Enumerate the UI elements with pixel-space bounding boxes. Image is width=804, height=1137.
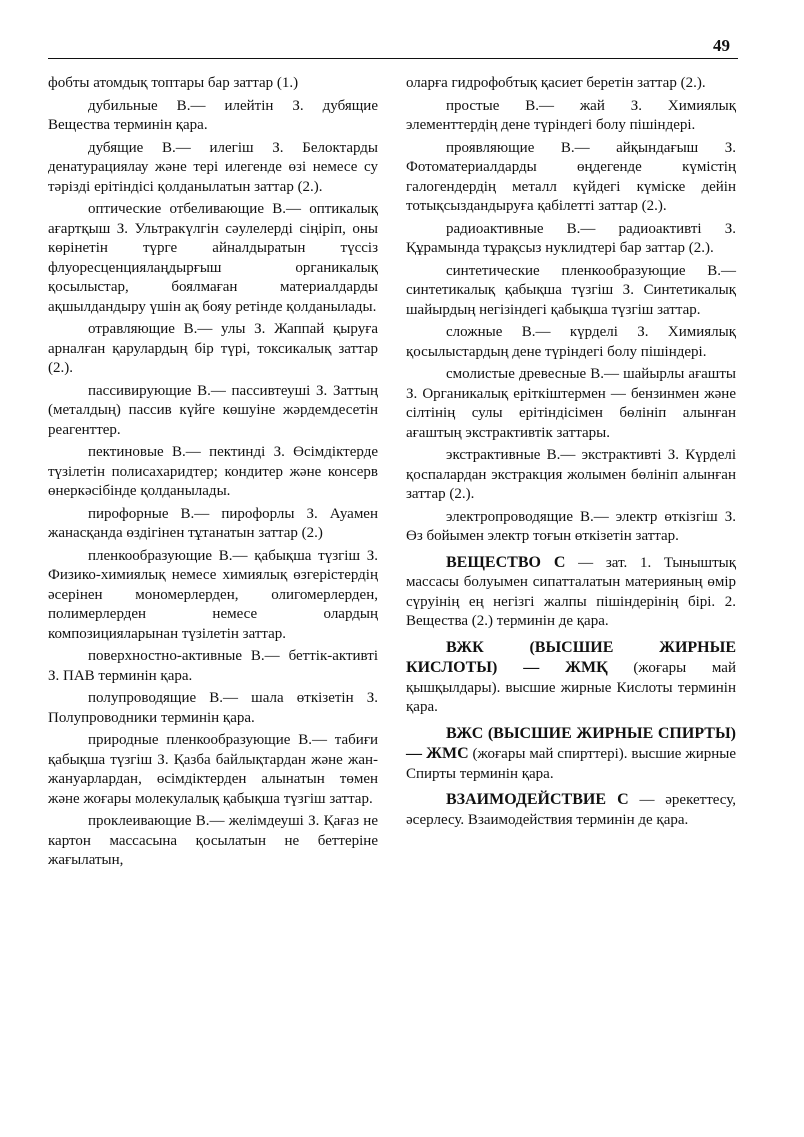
dictionary-entry: пассивирующие В.— пассивтеуші З. Заттың (металдың) пассив күйге көшуіне жәрдемдесетін реагенттер. [48,382,378,438]
dictionary-entry: проявляющие В.— айқындағыш З. Фотоматериалдарды өңдегенде күмістің галогендердің металл күйдегі күміске дейін тотықсыздандыруға қабілетті заттар (2.). [406,139,736,214]
dictionary-entry: поверхностно-активные В.— беттік-активті З. ПАВ терминін қара. [48,648,378,684]
headword: ВЖС (ВЫСШИЕ ЖИРНЫЕ СПИРТЫ) — ЖМС [406,724,736,762]
page-number: 49 [713,36,730,55]
headword-definition: (жоғары май спирттері). высшие жирные Спирты терминін қара. [406,746,736,782]
dictionary-entry: природные пленкообразующие В.— табиғи қабықша түзгіш З. Қазба байлықтардан және жан-жануарлардан, өсімдіктерден алынатын төмен және жоғары молекулалық қабықша түзгіш заттар. [48,732,378,807]
headword: ВЗАИМОДЕЙСТВИЕ С [446,791,629,808]
dictionary-entry: электропроводящие В.— электр өткізгіш З. Өз бойымен электр тоғын өткізетін заттар. [406,508,736,544]
dictionary-entry: пектиновые В.— пектинді З. Өсімдіктерде түзілетін полисахаридтер; кондитер және консерв өнеркәсібінде қолданылады. [48,444,378,499]
headword-entry [406,553,736,632]
headword-definition: (жоғары май қышқылдары). высшие жирные Кислоты терминін қара. [406,660,736,715]
dictionary-entry: радиоактивные В.— радиоактивті З. Құрамында тұрақсыз нуклидтері бар заттар (2.). [406,220,736,256]
dictionary-entry: смолистые древесные В.— шайырлы ағашты З. Органикалық еріткіштермен — бензинмен және сілтінің сулы ерітіндісімен бөлініп алынған ағаштың экстрактивтік заттары. [406,366,736,441]
dictionary-entry: сложные В.— күрделі З. Химиялық қосылыстардың дене түріндегі болу пішіндері. [406,324,736,360]
dictionary-entry: простые В.— жай З. Химиялық элементтердің дене түріндегі болу пішіндері. [406,97,736,133]
dictionary-entry: отравляющие В.— улы З. Жаппай қыруға арналған қарулардың бір түрі, токсикалық заттар (2.). [48,321,378,376]
dictionary-entry: проклеивающие В.— желімдеуші З. Қағаз не картон массасына қосылатын не беттеріне жағылатын, [48,813,378,868]
headword-entry [406,724,736,785]
headword-definition: — әрекеттесу, әсерлесу. Взаимодействия терминін де қара. [406,792,736,828]
left-column [48,74,378,874]
dictionary-entry: фобты атомдық топтары бар заттар (1.) [48,75,299,91]
dictionary-entry: экстрактивные В.— экстрактивті З. Күрделі қоспалардан экстракция жолымен бөлініп алынған заттар (2.). [406,447,736,502]
dictionary-entry: полупроводящие В.— шала өткізетін З. Полупроводники терминін қара. [48,690,378,726]
headword-definition: — зат. 1. Тыныштық массасы болуымен сипатталатын материяның өмір сүруінің ең негізгі жалпы пішіндерінің бірі. 2. Вещества (2.) терминін де қара. [406,554,736,629]
dictionary-entry: пирофорные В.— пирофорлы З. Ауамен жанасқанда өздігінен тұтанатын заттар (2.) [48,505,378,541]
dictionary-entry: оптические отбеливающие В.— оптикалық ағартқыш З. Ультракүлгін сәулелерді сіңіріп, оны көрінетін түрге айналдыратын түссіз флуоресценциялаңдырғыш органикалық қосылыстар, боялмаған материалдарды ақшылдандыру үшін ақ бояу ретінде қолданылады. [48,201,378,315]
header-rule [48,58,738,59]
dictionary-entry: синтетические пленкообразующие В.— синтетикалық қабықша түзгіш З. Синтетикалық шайырдың негізіндегі қабықша түзгіш заттар. [406,262,736,318]
dictionary-entry: дубящие В.— илегіш З. Белоктарды денатурациялау және тері илегенде өзі немесе су тәрізді ерітіндісі қолданылатын заттар (2.). [48,139,378,195]
headword: ВЕЩЕСТВО С [446,553,566,571]
dictionary-entry: дубильные В.— илейтін З. дубящие Вещества терминін қара. [48,97,378,133]
dictionary-entry: оларға гидрофобтық қасиет беретін заттар (2.). [406,75,706,91]
right-column [406,74,736,833]
headword-entry [406,790,736,830]
dictionary-entry: пленкообразующие В.— қабықша түзгіш З. Физико-химиялық немесе химиялық өзгерістердің әсерінен мономерлерден, олигомерлерден, полимерлерден немесе олардың композицияларынан түзілетін заттар. [48,547,378,642]
headword: ВЖК (ВЫСШИЕ ЖИРНЫЕ КИСЛОТЫ) — ЖМҚ [406,638,736,676]
headword-entry [406,638,736,718]
